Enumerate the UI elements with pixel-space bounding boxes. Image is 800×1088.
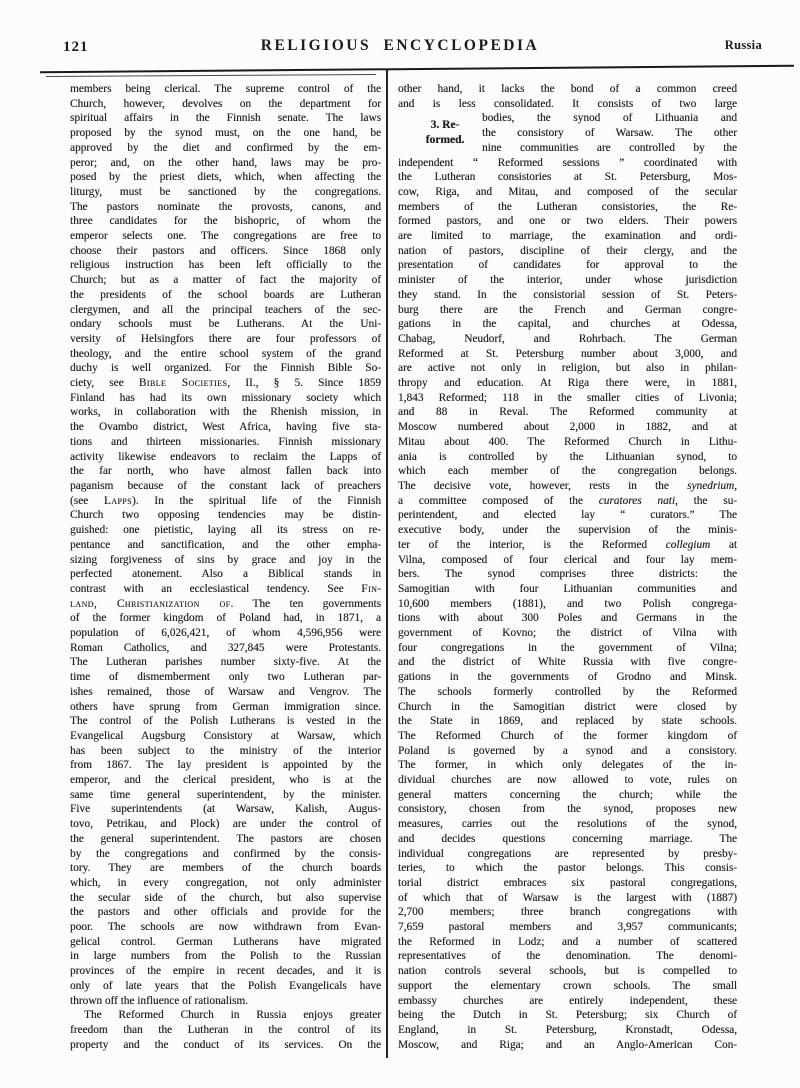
text-line: Church; but as a matter of fact the majority of [70, 274, 381, 287]
text-line: sizing forgiveness of sins by grace and joy in the [70, 553, 381, 566]
text-line: choose their pastors and officers. Since 1868 only [70, 244, 381, 257]
text-line: provinces of the empire in recent decades, and it is [70, 965, 381, 978]
text-line: Five superintendents (at Warsaw, Kalish, Augus- [70, 803, 381, 816]
text-line: time of dismemberment only two Lutheran par- [70, 671, 381, 684]
column-divider [386, 70, 388, 1058]
text-line: spiritual affairs in the Finnish senate. The laws [70, 112, 381, 125]
text-line: formed pastors, and one or two elders. Their powers [398, 215, 737, 228]
text-line: the Lutheran consistories at St. Petersburg, Mos- [398, 171, 737, 184]
text-line: presentation of candidates for approval to the [398, 259, 737, 272]
text-line: which each member of the congregation belongs. [398, 465, 737, 478]
text-line: support the elementary crown schools. The small [398, 979, 737, 992]
text-line: Samogitian with four Lithuanian communities and [398, 582, 737, 595]
text-line: (see Lapps). In the spiritual life of the Finnish [70, 494, 381, 507]
text-line: theology, and the entire school system of the grand [70, 347, 381, 360]
text-line: Finland has had its own missionary society which [70, 391, 381, 404]
text-line: ondary schools must be Lutherans. At the Uni- [70, 318, 381, 331]
text-line: paganism because of the constant lack of preachers [70, 479, 381, 492]
italic-term: synedrium [687, 479, 735, 492]
text-line: bodies, the synod of Lithuania and [482, 112, 737, 125]
small-caps-reference: Fin [361, 582, 378, 595]
header-rule-secondary [46, 74, 376, 77]
text-line: individual congregations are represented by presby- [398, 847, 737, 860]
text-line: representatives of the denomination. The denomi- [398, 950, 737, 963]
text-line: nation controls several schools, but is compelled to [398, 965, 737, 978]
text-line: and is less consolidated. It consists of two large [398, 97, 737, 110]
text-line: only of late years that the Polish Evangelicals have [70, 979, 381, 992]
text-line: emperor, and the clerical president, who is at the [70, 774, 381, 787]
text-line: other hand, it lacks the bond of a common creed [398, 83, 737, 95]
text-line: measures, carries out the resolutions of the synod, [398, 818, 737, 831]
text-line: perintendent, and elected lay “ curators.” The [398, 509, 737, 522]
text-line: versity of Helsingfors there are four professors of [70, 332, 381, 345]
text-line: freedom than the Lutheran in the control of its [70, 1024, 381, 1036]
text-line: the far north, who have almost fallen back into [70, 465, 381, 478]
text-line: tovo, Petrikau, and Plock) are under the control of [70, 818, 381, 831]
text-line: poor. The schools are now withdrawn from Evan- [70, 921, 381, 934]
text-line: being the Dutch in St. Petersburg; six Church of [398, 1009, 737, 1022]
text-line: Church two opposing tendencies may be distin- [70, 509, 381, 522]
text-line: gelical control. German Lutherans have migrated [70, 935, 381, 948]
text-line: members of the Lutheran consistories, the Re- [398, 200, 737, 213]
text-line: approved by the diet and confirmed by the em- [70, 141, 381, 154]
text-line: same time general superintendent, by the minister. [70, 788, 381, 801]
text-line: posed by the priest diets, which, when affecting the [70, 171, 381, 184]
text-line: tions and thirteen missionaries. Finnish missionary [70, 435, 381, 448]
text-line: burg there are the French and German congre- [398, 303, 737, 316]
text-line: cow, Riga, and Mitau, and composed of the secular [398, 185, 737, 198]
text-line: which, in every congregation, not only administer [70, 876, 381, 889]
text-line: The decisive vote, however, rests in the synedrium, [398, 479, 737, 492]
text-line: Evangelical Augsburg Consistory at Warsaw, which [70, 729, 381, 742]
text-line: others have sprung from German immigration since. [70, 700, 381, 713]
text-line: The schools formerly controlled by the Reformed [398, 685, 737, 698]
text-line: The former, in which only delegates of the in- [398, 759, 737, 772]
small-caps-reference: Lapps [103, 494, 132, 507]
text-line: the pastors and other officials and provide for the [70, 906, 381, 919]
text-line: the Ovambo district, West Africa, having five sta- [70, 421, 381, 434]
header-rule [40, 65, 794, 74]
text-line: land, Christianization of. The ten governments [70, 597, 382, 610]
text-line: nation of pastors, discipline of their clergy, and the [398, 244, 737, 257]
text-line: Church, however, devolves on the department for [70, 97, 381, 110]
running-head-keyword: Russia [724, 38, 762, 52]
small-caps-reference: land, Christianization of [70, 597, 231, 610]
text-line: tions with about 300 Poles and Germans in the [398, 612, 737, 625]
page-title: RELIGIOUS ENCYCLOPEDIA [260, 37, 540, 54]
text-line: population of 6,026,421, of whom 4,596,956 were [70, 627, 381, 640]
text-line: bers. The synod comprises three districts: the [398, 568, 737, 581]
text-line: nine communities are controlled by the [482, 141, 737, 154]
text-line: tory. They are members of the church boards [70, 862, 381, 875]
small-caps-reference: Bible Societies [138, 377, 228, 390]
text-line: from 1867. The lay president is appointed by the [70, 759, 381, 772]
italic-term: curatores nati [598, 494, 675, 507]
text-line: ishes remained, those of Warsaw and Vengrov. The [70, 685, 381, 698]
text-line: clergymen, and all the principal teachers of the sec- [70, 303, 381, 316]
text-line: Chabag, Neudorf, and Rohrbach. The German [398, 332, 737, 345]
text-line: property and the conduct of its services. On the [70, 1038, 381, 1051]
text-line: dividual churches are now allowed to vote, rules on [398, 774, 737, 787]
text-line: and the district of White Russia with five congre- [398, 656, 737, 669]
text-line: 2,700 members; three branch congregations with [398, 906, 737, 919]
text-line: executive body, under the supervision of the minis- [398, 524, 737, 537]
text-line: are active not only in religion, but also in philan- [398, 362, 737, 375]
page-number: 121 [63, 39, 89, 55]
text-line: The Reformed Church in Russia enjoys greater [84, 1009, 381, 1022]
text-line: perfected atonement. Also a Biblical stands in [70, 568, 381, 581]
text-line: the consistory of Warsaw. The other [482, 127, 737, 140]
section-sidehead [406, 118, 484, 148]
text-line: they stand. In the consistorial session of St. Peters- [398, 288, 737, 301]
text-line: in large numbers from the Polish to the Russian [70, 950, 381, 963]
text-line: thrown off the influence of rationalism. [70, 994, 248, 1007]
text-line: contrast with an ecclesiastical tendency. See Fin- [70, 582, 381, 595]
text-line: three candidates for the bishopric, of whom the [70, 215, 381, 228]
text-line: a committee composed of the curatores nati, the su- [398, 494, 737, 507]
text-line: Mitau about 400. The Reformed Church in Lithu- [398, 435, 737, 448]
text-line: activity likewise endeavors to reclaim the Lapps of [70, 450, 381, 463]
text-line: gations in the governments of Grodno and Minsk. [398, 671, 737, 684]
text-line: Vilna, composed of four clerical and four lay mem- [398, 553, 737, 566]
text-line: ania is controlled by the Lithuanian synod, to [398, 450, 737, 463]
text-line: ter of the interior, is the Reformed collegium at [398, 538, 737, 551]
text-line: and decides questions concerning marriage. The [398, 832, 737, 845]
text-line: the secular side of the church, but also supervise [70, 891, 381, 904]
text-line: Church in the Samogitian district were closed by [398, 700, 737, 713]
text-line: England, in St. Petersburg, Kronstadt, Odessa, [398, 1024, 737, 1036]
text-line: 7,659 pastoral members and 3,957 communicants; [398, 921, 737, 934]
text-line: torial district embraces six pastoral congregations, [398, 876, 737, 889]
text-line: consistory, chosen from the synod, proposes new [398, 803, 737, 816]
text-line: liturgy, must be sanctioned by the congregations. [70, 185, 381, 198]
sidehead-line-1: 3. Re- [430, 119, 460, 131]
text-line: gations in the capital, and churches at Odessa, [398, 318, 737, 331]
text-line: 10,600 members (1881), and two Polish congrega- [398, 597, 737, 610]
text-line: the State in 1869, and replaced by state schools. [398, 715, 737, 728]
text-line: four congregations in the government of Vilna; [398, 641, 737, 654]
text-line: general matters concerning the church; while the [398, 788, 737, 801]
text-line: religious instruction has been left officially to the [70, 259, 381, 272]
text-line: of the former kingdom of Poland had, in 1871, a [70, 612, 381, 625]
text-line: duchy is well organized. For the Finnish Bible So- [70, 362, 381, 375]
text-line: ciety, see Bible Societies, II., § 5. Since 1859 [70, 377, 382, 390]
text-line: pentance and sanctification, and the other empha- [70, 538, 381, 551]
text-line: are limited to marriage, the examination and ordi- [398, 230, 737, 243]
text-line: of which that of Warsaw is the largest with (1887) [398, 891, 737, 904]
text-line: embassy churches are entirely independent, these [398, 994, 737, 1007]
text-line: minister of the interior, under whose jurisdiction [398, 274, 737, 287]
text-line: independent “ Reformed sessions ” coordinated with [398, 156, 737, 169]
text-line: peror; and, on the other hand, laws may be pro- [70, 156, 381, 169]
text-line: Reformed at St. Petersburg number about 3,000, and [398, 347, 737, 360]
text-line: The Reformed Church of the former kingdom of [398, 729, 737, 742]
text-line: Roman Catholics, and 327,845 were Protestants. [70, 641, 381, 654]
text-line: 1,843 Reformed; 118 in the smaller cities of Livonia; [398, 391, 737, 404]
text-line: The pastors nominate the provosts, canons, and [70, 200, 381, 213]
text-line: the presidents of the school boards are Lutheran [70, 288, 381, 301]
text-line: works, in collaboration with the Rhenish mission, in [70, 406, 381, 419]
text-line: Moscow, and Riga; and an Anglo-American Con- [398, 1038, 737, 1051]
text-line: emperor selects one. The congregations are free to [70, 230, 381, 243]
text-line: Moscow numbered about 2,000 in 1882, and at [398, 421, 737, 434]
text-line: guished: one pietistic, laying all its stress on re- [70, 524, 381, 537]
text-line: The Lutheran parishes number sixty-five. At the [70, 656, 381, 669]
text-line: proposed by the synod must, on the one hand, be [70, 127, 381, 140]
left-column [70, 82, 381, 1052]
italic-term: collegium [665, 538, 711, 551]
right-column [398, 82, 737, 1052]
text-line: thropy and education. At Riga there were, in 1881, [398, 377, 737, 390]
right-column-lines [398, 82, 737, 1052]
text-line: members being clerical. The supreme control of the [70, 83, 381, 95]
left-column-lines [70, 82, 381, 1052]
text-line: Poland is governed by a synod and a consistory. [398, 744, 737, 757]
text-line: The control of the Polish Lutherans is vested in the [70, 715, 381, 728]
text-line: by the congregations and confirmed by the consis- [70, 847, 381, 860]
text-line: the Reformed in Lodz; and a number of scattered [398, 935, 737, 948]
text-line: teries, to which the pastor belongs. This consis- [398, 862, 737, 875]
sidehead-line-2: formed. [425, 134, 465, 146]
text-line: the general superintendent. The pastors are chosen [70, 832, 381, 845]
text-line: has been subject to the ministry of the interior [70, 744, 381, 757]
text-line: government of Kovno; the district of Vilna with [398, 627, 737, 640]
text-line: and 88 in Reval. The Reformed community at [398, 406, 737, 419]
